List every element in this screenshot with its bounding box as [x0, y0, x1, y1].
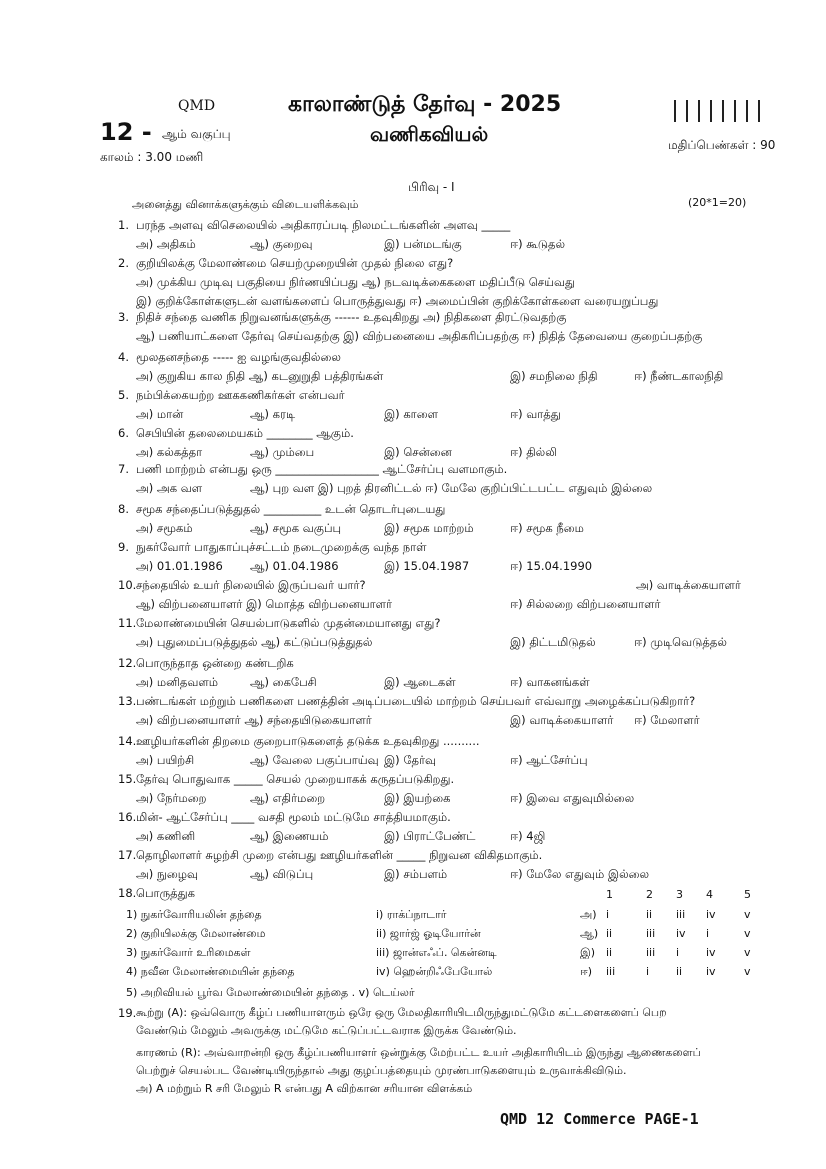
match-column-header: 1	[606, 888, 613, 901]
answer-option: ஈ) 4ஜி	[510, 829, 546, 843]
question-number: 4.	[118, 350, 129, 364]
match-option-value: i	[646, 965, 650, 978]
answer-option: இ) ஆடைகள்	[384, 675, 456, 689]
answer-option: ஆ) விற்பனையாளர் இ) மொத்த விற்பனையாளர்	[136, 597, 393, 611]
match-option-value: v	[744, 946, 751, 959]
answer-option: ஆ) பணியாட்களை தேர்வு செய்வதற்கு இ) விற்பனையை அதிகரிப்பதற்கு ஈ) நிதித் தேவையை குறைப்பதற்கு	[136, 329, 703, 343]
answer-option: அ) குறுகிய கால நிதி ஆ) கடனுறுதி பத்திரங்கள்	[136, 369, 384, 383]
question-number: 11.	[118, 616, 137, 630]
answer-option: அ) அதிகம்	[136, 237, 196, 251]
question-text: நுகர்வோர் பாதுகாப்புச்சட்டம் நடைமுறைக்கு வந்த நாள்	[136, 540, 427, 554]
match-option-value: i	[706, 927, 710, 940]
answer-option: அ) நேர்மறை	[136, 791, 207, 805]
match-column-header: 5	[744, 888, 751, 901]
question-text: பொருந்தாத ஒன்றை கண்டறிக	[136, 656, 294, 670]
answer-option: ஈ) கூடுதல்	[510, 237, 566, 251]
section-marks: (20*1=20)	[688, 196, 747, 209]
exam-title: காலாண்டுத் தேர்வு - 2025	[288, 92, 562, 117]
answer-option: ஈ) வாத்து	[510, 407, 561, 421]
answer-option: ஈ) சில்லறை விற்பனையாளர்	[510, 597, 661, 611]
exam-time: காலம் : 3.00 மணி	[100, 150, 204, 164]
answer-option: இ) தேர்வு	[384, 753, 436, 767]
match-column-header: 4	[706, 888, 713, 901]
question-text: தேர்வு பொதுவாக _____ செயல் முறையாகக் கருதப்படுகிறது.	[136, 772, 455, 786]
question-text: சந்தையில் உயர் நிலையில் இருப்பவர் யார்?	[136, 578, 366, 592]
match-option-value: v	[744, 908, 751, 921]
answer-option: அ) நுழைவு	[136, 867, 199, 881]
reason-line-2: பெற்றுச் செயல்பட வேண்டியிருந்தால் அது குழப்பத்தையும் முரண்பாடுகளையும் உருவாக்கிவிடும்.	[136, 1064, 627, 1077]
answer-option: இ) சென்னை	[384, 445, 452, 459]
answer-option: இ) சமூக மாற்றம்	[384, 521, 474, 535]
answer-option: இ) 15.04.1987	[384, 559, 470, 573]
subject-title: வணிகவியல்	[370, 122, 489, 146]
answer-option: அ) புதுமைப்படுத்துதல் ஆ) கட்டுப்படுத்துதல்	[136, 635, 373, 649]
question-number: 19.	[118, 1006, 137, 1020]
reason-line-1: காரணம் (R): அவ்வாறன்றி ஒரு கீழ்ப்பணியாளர் ஒன்றுக்கு மேற்பட்ட உயர் அதிகாரியிடம் இருந்து ஆணைகளைப்	[136, 1046, 701, 1059]
match-right-item: i) ராக்ப்நாடார்	[376, 908, 447, 921]
question-text: நிதிச் சந்தை வணிக நிறுவனங்களுக்கு ------ உதவுகிறது அ) நிதிகளை திரட்டுவதற்கு	[136, 310, 567, 324]
answer-option: இ) சமநிலை நிதி	[510, 369, 598, 383]
match-option-value: iii	[646, 946, 656, 959]
question-number: 6.	[118, 426, 129, 440]
answer-option: ஆ) சமூக வகுப்பு	[250, 521, 342, 535]
match-option-value: iii	[676, 908, 686, 921]
answer-option: ஆ) எதிர்மறை	[250, 791, 326, 805]
grade-label: ஆம் வகுப்பு	[162, 127, 231, 141]
question-text: குறியிலக்கு மேலாண்மை செயற்முறையின் முதல் நிலை எது?	[136, 256, 454, 270]
question-number: 17.	[118, 848, 137, 862]
question-text: பணி மாற்றம் என்பது ஒரு __________________ ஆட்சேர்ப்பு வளமாகும்.	[136, 462, 508, 476]
answer-option: ஈ) இவை எதுவுமில்லை	[510, 791, 635, 805]
match-option-value: i	[676, 946, 680, 959]
match-option-value: ii	[646, 908, 653, 921]
answer-option: இ) பிராட்பேண்ட்	[384, 829, 476, 843]
match-option-value: v	[744, 927, 751, 940]
answer-option: ஈ) வாகனங்கள்	[510, 675, 590, 689]
answer-option: ஈ) மேலே எதுவும் இல்லை	[510, 867, 650, 881]
answer-option: இ) காளை	[384, 407, 438, 421]
answer-option: அ) பயிற்சி	[136, 753, 195, 767]
answer-option: ஆ) 01.04.1986	[250, 559, 339, 573]
match-left-item: 4) நவீன மேலாண்மையின் தந்தை	[126, 965, 295, 978]
question-number: 5.	[118, 388, 129, 402]
question-number: 8.	[118, 502, 129, 516]
match-option-label: இ)	[580, 946, 595, 959]
question-text: பண்டங்கள் மற்றும் பணிகளை பணத்தின் அடிப்படையில் மாற்றம் செய்பவர் எவ்வாறு அழைக்கப்படுகிறார்?	[136, 694, 696, 708]
answer-option: ஆ) இணையம்	[250, 829, 329, 843]
match-left-item: 1) நுகர்வோரியலின் தந்தை	[126, 908, 262, 921]
question-number: 1.	[118, 218, 129, 232]
match-right-item: iv) ஹென்றிஃபேயோல்	[376, 965, 493, 978]
match-option-value: iv	[706, 908, 716, 921]
register-number-boxes	[674, 100, 760, 122]
match-option-value: i	[606, 908, 610, 921]
answer-option: ஆ) வேலை பகுப்பாய்வு	[250, 753, 379, 767]
match-option-value: iii	[646, 927, 656, 940]
answer-option: அ) கணினி	[136, 829, 196, 843]
match-left-item: 3) நுகர்வோர் உரிமைகள்	[126, 946, 251, 959]
answer-option: ஈ) ஆட்சேர்ப்பு	[510, 753, 588, 767]
answer-option: இ) வாடிக்கையாளர்	[510, 713, 614, 727]
question-number: 13.	[118, 694, 137, 708]
match-option-value: iv	[706, 965, 716, 978]
grade-number: 12 -	[100, 118, 152, 146]
answer-option: இ) இயற்கை	[384, 791, 451, 805]
answer-option: ஆ) கரடி	[250, 407, 296, 421]
answer-option: அ) கல்கத்தா	[136, 445, 203, 459]
answer-option: இ) பன்மடங்கு	[384, 237, 462, 251]
answer-option: அ) சமூகம்	[136, 521, 193, 535]
match-option-value: iii	[606, 965, 616, 978]
question-number: 3.	[118, 310, 129, 324]
match-option-label: அ)	[580, 908, 597, 921]
match-option-value: iv	[706, 946, 716, 959]
answer-option: ஆ) விடுப்பு	[250, 867, 314, 881]
match-option-value: v	[744, 965, 751, 978]
assertion-line-1: கூற்று (A): ஒவ்வொரு கீழ்ப் பணியாளரும் ஒரே ஒரு மேலதிகாரியிடமிருந்துமட்டுமே கட்டளைகளைப் பெற	[136, 1006, 667, 1019]
match-option-value: ii	[676, 965, 683, 978]
question-number: 15.	[118, 772, 137, 786]
answer-option: ஈ) நீண்டகாலநிதி	[634, 369, 724, 383]
match-left-item: 5) அறிவியல் பூர்வ மேலாண்மையின் தந்தை . v) டெய்லர்	[126, 986, 415, 999]
match-column-header: 3	[676, 888, 683, 901]
answer-option: ஈ) முடிவெடுத்தல்	[634, 635, 727, 649]
question-number: 10.	[118, 578, 137, 592]
match-option-label: ஈ)	[580, 965, 593, 978]
question-text: மேலாண்மையின் செயல்பாடுகளில் முதன்மையானது எது?	[136, 616, 441, 630]
answer-option: அ) 01.01.1986	[136, 559, 223, 573]
answer-option: அ) வாடிக்கையாளர்	[636, 578, 741, 592]
question-number: 12.	[118, 656, 137, 670]
section-heading: பிரிவு - I	[408, 180, 455, 194]
match-option-value: ii	[606, 946, 613, 959]
instruction: அனைத்து வினாக்களுக்கும் விடையளிக்கவும்	[132, 198, 359, 211]
question-text: மின்- ஆட்சேர்ப்பு ____ வசதி மூலம் மட்டுமே சாத்தியமாகும்.	[136, 810, 451, 824]
answer-option: ஆ) புற வள இ) புறத் திரனிட்டல் ஈ) மேலே குறிப்பிட்டபட்ட எதுவும் இல்லை	[250, 481, 653, 495]
answer-option: இ) திட்டமிடுதல்	[510, 635, 596, 649]
answer-option: அ) அக வள	[136, 481, 203, 495]
match-right-item: iii) ஜான்எஃப். கென்னடி	[376, 946, 497, 959]
assertion-line-2: வேண்டும் மேலும் அவருக்கு மட்டுமே கட்டுப்பட்டவராக இருக்க வேண்டும்.	[136, 1024, 517, 1037]
answer-option: ஈ) தில்லி	[510, 445, 557, 459]
question-number: 2.	[118, 256, 129, 270]
answer-option: ஆ) குறைவு	[250, 237, 313, 251]
question-text: செபியின் தலைமையகம் ________ ஆகும்.	[136, 426, 354, 440]
question-text: பொருத்துக	[136, 886, 195, 900]
question-text: ஊழியர்களின் திறமை குறைபாடுகளைத் தடுக்க உதவுகிறது ..........	[136, 734, 480, 748]
question-number: 16.	[118, 810, 137, 824]
answer-option: அ) மனிதவளம்	[136, 675, 219, 689]
question-number: 7.	[118, 462, 129, 476]
question-text: பரந்த அளவு விசெலையில் அதிகாரப்படி நிலமட்டங்களின் அளவு _____	[136, 218, 511, 232]
header-qmd: QMD	[178, 98, 216, 114]
answer-option: இ) குறிக்கோள்களுடன் வளங்களைப் பொருத்துவது ஈ) அமைப்பின் குறிக்கோள்களை வரையறுப்பது	[136, 294, 659, 308]
option-a: அ) A மற்றும் R சரி மேலும் R என்பது A விற்கான சரியான விளக்கம்	[136, 1082, 473, 1095]
match-right-item: ii) ஜார்ஜ் ஓடியோர்ன்	[376, 927, 481, 940]
question-text: மூலதனசந்தை ----- ஐ வழங்குவதில்லை	[136, 350, 341, 364]
answer-option: ஈ) சமூக நீமை	[510, 521, 584, 535]
question-text: தொழிலாளர் சுழற்சி முறை என்பது ஊழியர்களின் _____ நிறுவன விகிதமாகும்.	[136, 848, 543, 862]
question-text: நம்பிக்கையற்ற ஊககணிகர்கள் என்பவர்	[136, 388, 345, 402]
answer-option: ஈ) மேலாளர்	[634, 713, 700, 727]
match-column-header: 2	[646, 888, 653, 901]
answer-option: அ) விற்பனையாளர் ஆ) சந்தையிடுகையாளர்	[136, 713, 372, 727]
match-option-value: iv	[676, 927, 686, 940]
question-text: சமூக சந்தைப்படுத்துதல் __________ உடன் தொடர்புடையது	[136, 502, 446, 516]
match-left-item: 2) குறியிலக்கு மேலாண்மை	[126, 927, 266, 940]
match-option-value: ii	[606, 927, 613, 940]
question-number: 18.	[118, 886, 137, 900]
answer-option: ஆ) கைபேசி	[250, 675, 317, 689]
answer-option: இ) சம்பளம்	[384, 867, 448, 881]
question-number: 9.	[118, 540, 129, 554]
match-option-label: ஆ)	[580, 927, 599, 940]
answer-option: ஈ) 15.04.1990	[510, 559, 593, 573]
answer-option: ஆ) மும்பை	[250, 445, 315, 459]
answer-option: அ) முக்கிய முடிவு பகுதியை நிர்ணயிப்பது ஆ) நடவடிக்கைகளை மதிப்பீடு செய்வது	[136, 275, 575, 289]
answer-option: அ) மான்	[136, 407, 184, 421]
question-number: 14.	[118, 734, 137, 748]
page-footer: QMD 12 Commerce PAGE-1	[500, 1110, 699, 1128]
total-marks: மதிப்பெண்கள் : 90	[668, 138, 776, 152]
